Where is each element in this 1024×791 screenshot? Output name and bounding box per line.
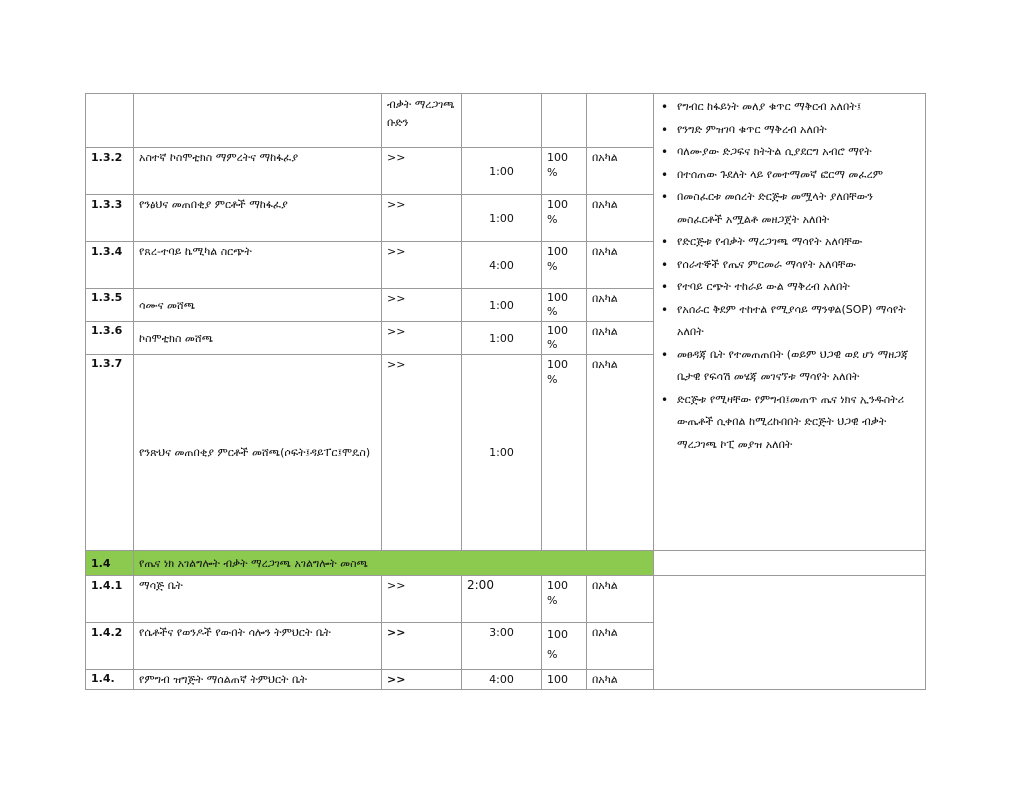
responsible-party: >> — [382, 623, 462, 670]
service-name: የምግብ ዝግጅት ማሰልጠኛ ትምህርት ቤት — [134, 670, 382, 690]
list-item: • ድርጅቱ የሚዛቸው የምግብ፤መጠጥ ጤና ነክና ኢንዱስትሪ ውጤቶች ሲቀበል ከሚረኩበበት ድርጅት ህጋዊ ብቃት ማረጋገጫ ኮፒ መያዝ አለበት — [677, 389, 920, 457]
service-name: የጸረ-ተባይ ኬሚካል ስርጭት — [134, 242, 382, 289]
delivery-mode: በአካል — [587, 322, 654, 355]
percentage: 100 % — [542, 576, 587, 623]
service-name: የሴቶችና የወንዶች የውበት ሳሎን ትምህርት ቤት — [134, 623, 382, 670]
delivery-mode: በአካል — [587, 670, 654, 690]
row-number: 1.3.2 — [86, 148, 134, 195]
delivery-mode: በአካል — [587, 289, 654, 322]
duration: 3:00 — [462, 623, 542, 670]
duration — [462, 94, 542, 148]
percentage — [542, 94, 587, 148]
list-item: • የአሰራር ቅደም ተከተል የሚያሳይ ማንዋል(SOP) ማሳየት አለበት — [677, 299, 920, 344]
delivery-mode: በአካል — [587, 195, 654, 242]
row-number: 1.4. — [86, 670, 134, 690]
percentage: 100 % — [542, 195, 587, 242]
responsible-party: >> — [382, 242, 462, 289]
delivery-mode: በአካል — [587, 576, 654, 623]
row-number: 1.3.3 — [86, 195, 134, 242]
service-name — [134, 94, 382, 148]
list-item: • የሰራተኞች የጤና ምርመራ ማሳየት አለባቸው — [677, 254, 920, 277]
row-number: 1.4.2 — [86, 623, 134, 670]
delivery-mode: በአካል — [587, 355, 654, 551]
service-name: ኮስሞቲክስ መሸጫ — [134, 322, 382, 355]
row-number: 1.4.1 — [86, 576, 134, 623]
duration: 4:00 — [462, 242, 542, 289]
service-name: ማሳጅ ቤት — [134, 576, 382, 623]
responsible-party: ብቃት ማረጋገጫ ቡድን — [382, 94, 462, 148]
responsible-party: >> — [382, 576, 462, 623]
requirements-cell — [654, 94, 926, 551]
duration: 1:00 — [462, 355, 542, 551]
duration: 1:00 — [462, 322, 542, 355]
row-number: 1.3.7 — [86, 355, 134, 551]
list-item: • መፀዳጃ ቤት የተመጠጠበት (ወይም ህጋዊ ወደ ሆነ ማዘጋጃ ቤታዊ የፍሳሽ መሄጃ መገናኘቱ ማሳየት አለበት — [677, 344, 920, 389]
duration: 1:00 — [462, 195, 542, 242]
delivery-mode — [587, 94, 654, 148]
duration: 2:00 — [462, 576, 542, 623]
empty-cell — [654, 551, 926, 576]
list-item: • በተሰጠው ጉደለት ላይ የመተማመኛ ፎርማ መፈረም — [677, 164, 920, 187]
row-number: 1.3.5 — [86, 289, 134, 322]
responsible-party: >> — [382, 355, 462, 551]
table-row — [86, 576, 926, 623]
section-title: የጤና ነክ አገልግሎት ብቃት ማረጋገጫ አገልግሎት መስጫ — [134, 551, 654, 576]
list-item: • የድርጅቱ የብቃት ማረጋገጫ ማሳየት አለባቸው — [677, 231, 920, 254]
row-number: 1.3.6 — [86, 322, 134, 355]
table-row — [86, 94, 926, 148]
service-name: አስተኛ ኮስሞቲክስ ማምረትና ማከፋፈያ — [134, 148, 382, 195]
section-header-row — [86, 551, 926, 576]
percentage: 100 % — [542, 623, 587, 670]
delivery-mode: በአካል — [587, 148, 654, 195]
duration: 4:00 — [462, 670, 542, 690]
percentage: 100 % — [542, 355, 587, 551]
list-item: • ባለሙያው ድጋፍና ክትትል ሲያደርግ አብሮ ማየት — [677, 141, 920, 164]
percentage: 100 % — [542, 289, 587, 322]
section-number: 1.4 — [86, 551, 134, 576]
delivery-mode: በአካል — [587, 242, 654, 289]
delivery-mode: በአካል — [587, 623, 654, 670]
percentage: 100 % — [542, 322, 587, 355]
percentage: 100 % — [542, 242, 587, 289]
requirements-list — [659, 96, 920, 456]
list-item: • የንግድ ምዝገባ ቁጥር ማቅረብ አለበት — [677, 119, 920, 142]
empty-cell — [654, 576, 926, 690]
row-number — [86, 94, 134, 148]
service-name: የንፅህና መጠበቂያ ምርቶች ማከፋፈያ — [134, 195, 382, 242]
percentage: 100 % — [542, 148, 587, 195]
list-item: • በመስፈርቱ መሰረት ድርጅቱ መሟላት ያለበቸውን መስፈርቶች አሟልቶ መዘጋጀት አለበት — [677, 186, 920, 231]
row-number: 1.3.4 — [86, 242, 134, 289]
responsible-party: >> — [382, 148, 462, 195]
responsible-party: >> — [382, 670, 462, 690]
responsible-party: >> — [382, 289, 462, 322]
percentage: 100 — [542, 670, 587, 690]
responsible-party: >> — [382, 322, 462, 355]
service-name: ሳሙና መሸጫ — [134, 289, 382, 322]
service-standards-table — [85, 93, 926, 690]
duration: 1:00 — [462, 148, 542, 195]
responsible-party: >> — [382, 195, 462, 242]
service-name: የንጽህና መጠበቂያ ምርቶች መሸጫ(ሶፍት፤ዳይፐር፤ሞዴስ) — [134, 355, 382, 551]
duration: 1:00 — [462, 289, 542, 322]
list-item: • የተባይ ርጭት ተከራይ ውል ማቅረብ አለበት — [677, 276, 920, 299]
list-item: • የግብር ከፋይነት መለያ ቁጥር ማቅርብ አለበት፤ — [677, 96, 920, 119]
